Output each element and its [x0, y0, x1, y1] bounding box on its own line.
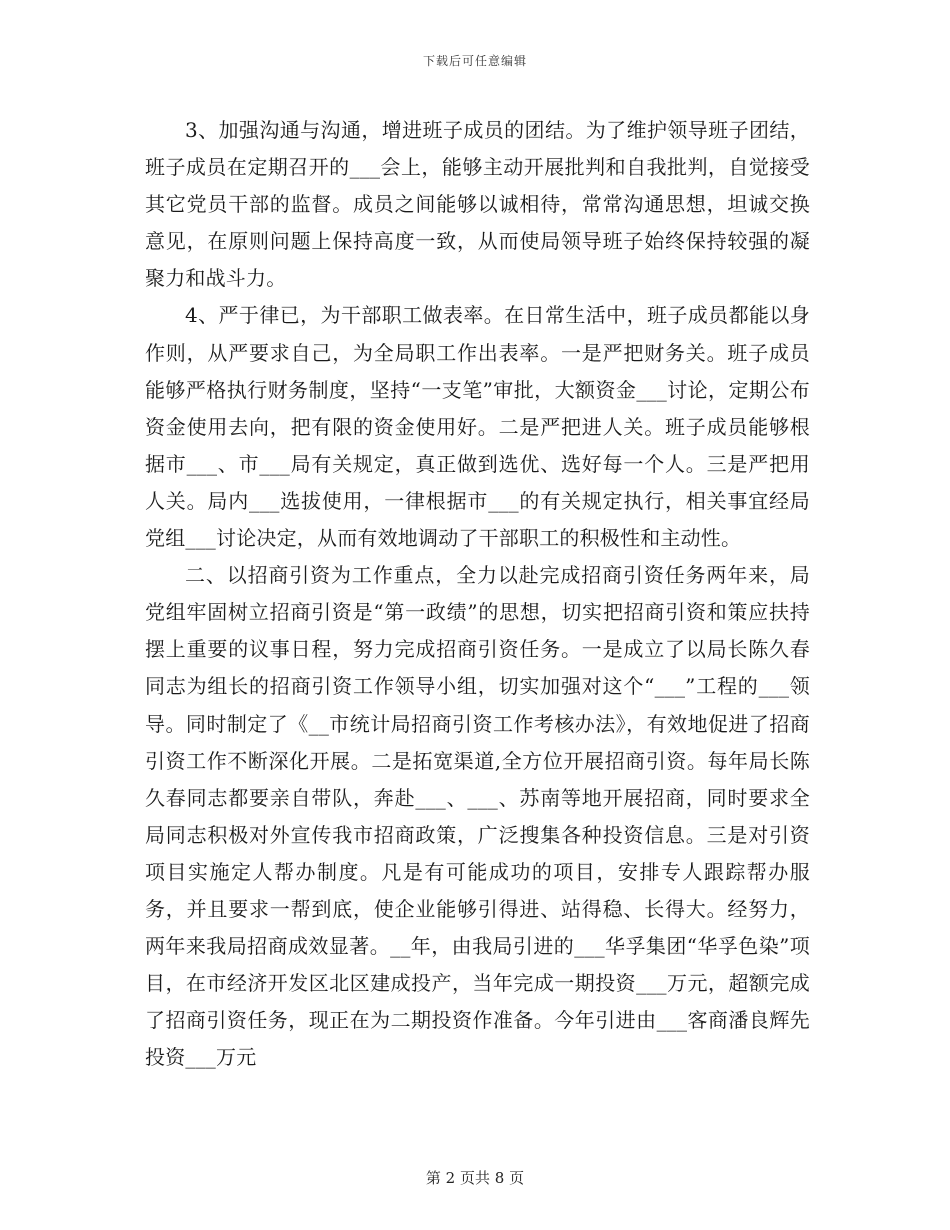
header-note: 下载后可任意编辑 — [422, 54, 527, 68]
page-number: 第 2 页共 8 页 — [425, 1169, 525, 1187]
paragraph-investment: 二、以招商引资为工作重点，全力以赴完成招商引资任务两年来，局党组牢固树立招商引资是“第一政绩”的思想，切实把招商引资和策应扶持摆上重要的议事日程，努力完成招商引资任务。一是成立了以局长陈久春同志为组长的招商引资工作领导小组，切实加强对这个“___”工程的___领导。同时制定了《__市统计局招商引资工作考核办法》，有效地促进了招商引资工作不断深化开展。二是拓宽渠道,全方位开展招商引资。每年局长陈久春同志都要亲自带队，奔赴___、___、苏南等地开展招商，同时要求全局同志积极对外宣传我市招商政策，广泛搜集各种投资信息。三是对引资项目实施定人帮办制度。凡是有可能成功的项目，安排专人跟踪帮办服务，并且要求一帮到底，使企业能够引得进、站得稳、长得大。经努力，两年来我局招商成效显著。__年，由我局引进的___华孚集团“华孚色染”项目，在市经济开发区北区建成投产，当年完成一期投资___万元，超额完成了招商引资任务，现正在为二期投资作准备。今年引进由___客商潘良辉先投资___万元 — [145, 563, 810, 1070]
paragraph-self-discipline: 4、严于律已，为干部职工做表率。在日常生活中，班子成员都能以身作则，从严要求自己，为全局职工作出表率。一是严把财务关。班子成员能够严格执行财务制度，坚持“一支笔”审批，大额资金___讨论，定期公布资金使用去向，把有限的资金使用好。二是严把进人关。班子成员能够根据市___、市___局有关规定，真正做到选优、选好每一个人。三是严把用人关。局内___选拔使用，一律根据市___的有关规定执行，相关事宜经局党组___讨论决定，从而有效地调动了干部职工的积极性和主动性。 — [145, 303, 810, 551]
document-body — [145, 112, 810, 1076]
paragraph-communication: 3、加强沟通与沟通，增进班子成员的团结。为了维护领导班子团结，班子成员在定期召开的___会上，能够主动开展批判和自我批判，自觉接受其它党员干部的监督。成员之间能够以诚相待，常常沟通思想，坦诚交换意见，在原则问题上保持高度一致，从而使局领导班子始终保持较强的凝聚力和战斗力。 — [145, 118, 810, 291]
